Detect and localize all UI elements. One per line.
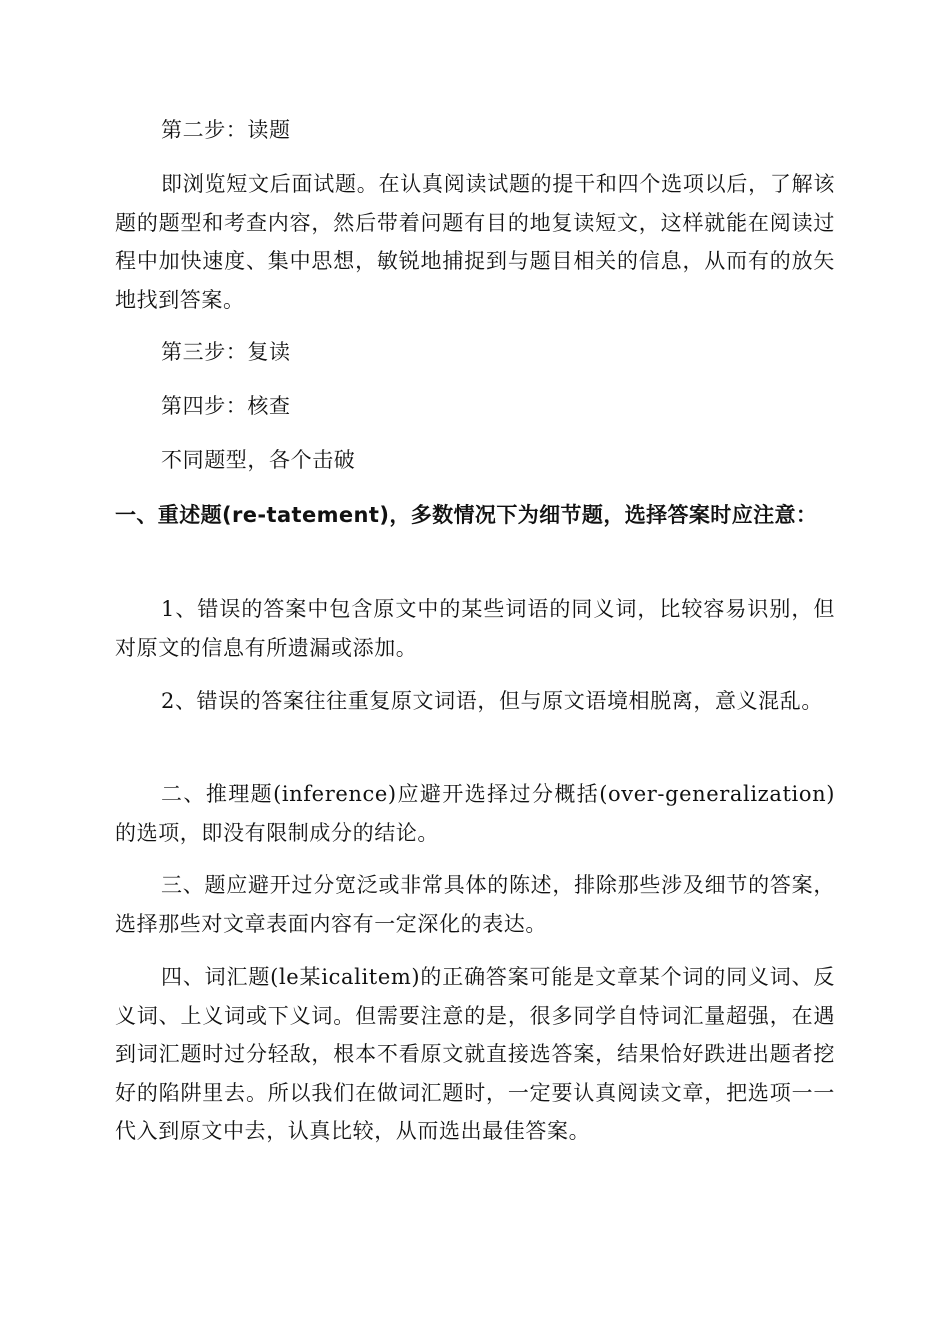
- step4-title: 第四步：核查: [161, 394, 291, 418]
- step2-title: 第二步：读题: [161, 118, 291, 142]
- section1-item2-paragraph: 2、错误的答案往往重复原文词语，但与原文语境相脱离，意义混乱。: [161, 689, 823, 713]
- section2-paragraph: 二、推理题(inference)应避开选择过分概括(over-generalization)的选项，即没有限制成分的结论。: [115, 782, 835, 845]
- question-types-intro: 不同题型，各个击破: [161, 448, 356, 472]
- section4-paragraph: 四、词汇题(le某icalitem)的正确答案可能是文章某个词的同义词、反义词、上义词或下义词。但需要注意的是，很多同学自恃词汇量超强，在遇到词汇题时过分轻敌，根本不看原文就直接选答案，结果恰好跌进出题者挖好的陷阱里去。所以我们在做词汇题时，一定要认真阅读文章，把选项一一代入到原文中去，认真比较，从而选出最佳答案。: [115, 965, 835, 1143]
- section1-heading: 一、重述题(re-tatement)，多数情况下为细节题，选择答案时应注意：: [115, 503, 818, 527]
- section1-item1-paragraph: 1、错误的答案中包含原文中的某些词语的同义词，比较容易识别，但对原文的信息有所遗漏或添加。: [115, 597, 835, 660]
- step3-title: 第三步：复读: [161, 340, 291, 364]
- step2-body-paragraph: 即浏览短文后面试题。在认真阅读试题的提干和四个选项以后，了解该题的题型和考查内容，然后带着问题有目的地复读短文，这样就能在阅读过程中加快速度、集中思想，敏锐地捕捉到与题目相关的信息，从而有的放矢地找到答案。: [115, 172, 835, 312]
- section3-paragraph: 三、题应避开过分宽泛或非常具体的陈述，排除那些涉及细节的答案，选择那些对文章表面内容有一定深化的表达。: [115, 873, 835, 936]
